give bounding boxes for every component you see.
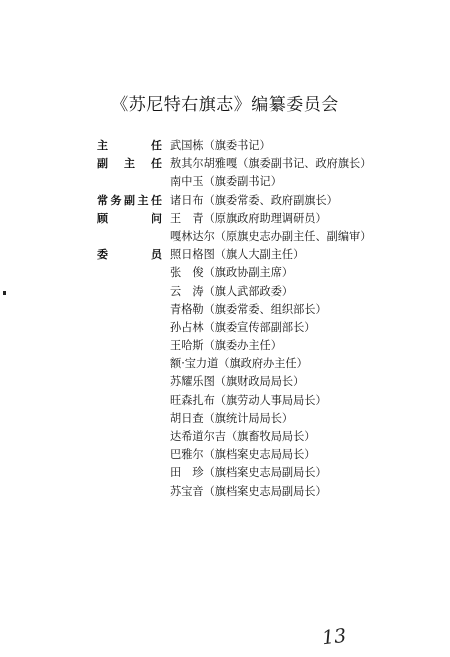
role-label: 顾问 bbox=[97, 211, 162, 225]
roster-row bbox=[0, 264, 450, 282]
member-entry: 青格勒（旗委常委、组织部长） bbox=[170, 302, 327, 316]
member-entry: 苏宝音（旗档案史志局副局长） bbox=[170, 484, 327, 498]
member-entry: 旺森扎布（旗劳动人事局局长） bbox=[170, 393, 327, 407]
roster-row bbox=[0, 228, 450, 246]
roster-row bbox=[0, 155, 450, 173]
member-entry: 敖其尔胡雅嘎（旗委副书记、政府旗长） bbox=[170, 157, 372, 171]
roster-row bbox=[0, 192, 450, 210]
member-entry: 张 俊（旗政协副主席） bbox=[170, 266, 294, 280]
margin-speck bbox=[3, 291, 6, 295]
member-entry: 孙占林（旗委宣传部副部长） bbox=[170, 320, 316, 334]
member-entry: 云 涛（旗人武部政委） bbox=[170, 284, 294, 298]
handwritten-page-number: 13 bbox=[320, 624, 348, 650]
role-label: 委员 bbox=[97, 248, 162, 262]
member-entry: 达希道尔吉（旗畜牧局局长） bbox=[170, 430, 316, 443]
roster-row bbox=[0, 428, 450, 446]
roster-row bbox=[0, 173, 450, 191]
member-entry: 巴雅尔（旗档案史志局局长） bbox=[170, 448, 316, 462]
member-entry: 胡日查（旗统计局局长） bbox=[170, 411, 294, 425]
member-entry: 额·宝力道（旗政府办主任） bbox=[170, 357, 308, 371]
roster-row bbox=[0, 373, 450, 391]
roster-row bbox=[0, 446, 450, 464]
roster-row bbox=[0, 410, 450, 428]
page-title: 《苏尼特右旗志》编纂委员会 bbox=[111, 95, 339, 115]
member-entry: 南中玉（旗委副书记） bbox=[170, 175, 282, 189]
member-entry: 诸日布（旗委常委、政府副旗长） bbox=[170, 193, 338, 207]
member-entry: 嘎林达尔（原旗史志办副主任、副编审） bbox=[170, 229, 372, 243]
roster-row bbox=[0, 319, 450, 337]
roster-row bbox=[0, 337, 450, 355]
committee-roster bbox=[0, 137, 450, 501]
roster-row bbox=[0, 464, 450, 482]
member-entry: 照日格图（旗人大副主任） bbox=[170, 248, 305, 262]
roster-row bbox=[0, 283, 450, 301]
roster-row bbox=[0, 210, 450, 228]
roster-row bbox=[0, 301, 450, 319]
roster-row bbox=[0, 392, 450, 410]
member-entry: 王 青（原旗政府助理调研员） bbox=[170, 211, 327, 225]
role-label: 副主任 bbox=[97, 157, 162, 171]
roster-row bbox=[0, 246, 450, 264]
member-entry: 武国栋（旗委书记） bbox=[170, 139, 271, 152]
roster-row bbox=[0, 137, 450, 155]
member-entry: 田 珍（旗档案史志局副局长） bbox=[170, 466, 327, 480]
role-label: 主任 bbox=[97, 139, 162, 152]
role-label: 常务副主任 bbox=[97, 193, 162, 207]
roster-row bbox=[0, 355, 450, 373]
member-entry: 王哈斯（旗委办主任） bbox=[170, 339, 282, 353]
member-entry: 苏耀乐图（旗财政局局长） bbox=[170, 375, 305, 389]
roster-row bbox=[0, 483, 450, 501]
